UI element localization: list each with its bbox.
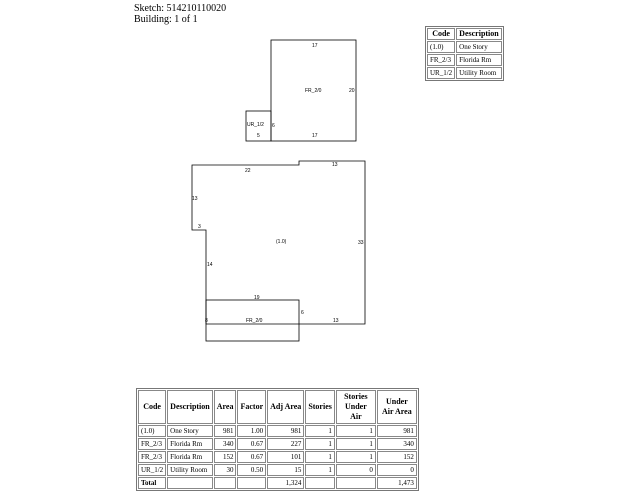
table-cell: 30: [214, 464, 237, 476]
table-row: [427, 41, 502, 53]
table-cell: 0.50: [237, 464, 266, 476]
table-cell: 981: [267, 425, 304, 437]
table-cell: 0: [377, 464, 417, 476]
table-header-row: [427, 28, 502, 40]
table-cell: [214, 477, 237, 489]
total-row: [138, 477, 417, 489]
table-cell: 981: [377, 425, 417, 437]
table-row: [427, 67, 502, 79]
table-cell: 152: [377, 451, 417, 463]
dim-label: 33: [358, 240, 364, 246]
column-header: Area: [214, 390, 237, 424]
table-row: [138, 464, 417, 476]
table-cell: 227: [267, 438, 304, 450]
column-header: Under Air Area: [377, 390, 417, 424]
main-area-label: (1.0): [276, 239, 287, 245]
column-header: Factor: [237, 390, 266, 424]
table-cell: 152: [214, 451, 237, 463]
table-cell: (1.0): [427, 41, 455, 53]
table-cell: 1: [305, 464, 335, 476]
table-cell: 1: [336, 451, 376, 463]
column-header: Description: [456, 28, 502, 40]
dim-label: 22: [245, 168, 251, 174]
table-cell: [237, 477, 266, 489]
table-row: [427, 54, 502, 66]
column-header: Code: [427, 28, 455, 40]
florida-room-bottom-label: FR_2/0: [246, 318, 263, 324]
table-cell: 1: [336, 438, 376, 450]
table-cell: [305, 477, 335, 489]
table-cell: 340: [214, 438, 237, 450]
dim-label: 14: [207, 262, 213, 268]
dim-label: 13: [192, 196, 198, 202]
table-cell: 0.67: [237, 438, 266, 450]
column-header: Adj Area: [267, 390, 304, 424]
table-cell: 15: [267, 464, 304, 476]
sketch-id-label: Sketch: 514210110020: [134, 3, 227, 14]
table-cell: Florida Rm: [167, 438, 213, 450]
table-cell: One Story: [456, 41, 502, 53]
column-header: Description: [167, 390, 213, 424]
table-cell: 340: [377, 438, 417, 450]
table-cell: 1: [305, 438, 335, 450]
dim-label: 8: [205, 318, 208, 324]
table-cell: 981: [214, 425, 237, 437]
dim-label: 6: [301, 310, 304, 316]
utility-room-label: UR_1/2: [247, 122, 264, 128]
total-label: Total: [138, 477, 166, 489]
table-cell: FR_2/3: [427, 54, 455, 66]
table-row: [138, 451, 417, 463]
table-cell: Florida Rm: [167, 451, 213, 463]
table-row: [138, 425, 417, 437]
table-header-row: [138, 390, 417, 424]
dim-label: 5: [257, 133, 260, 139]
dim-label: 20: [349, 88, 355, 94]
table-cell: 0.67: [237, 451, 266, 463]
building-label: Building: 1 of 1: [134, 14, 198, 25]
dim-label: 3: [198, 224, 201, 230]
table-cell: Utility Room: [456, 67, 502, 79]
florida-room-top-label: FR_2/0: [305, 88, 322, 94]
table-cell: UR_1/2: [138, 464, 166, 476]
table-cell: 101: [267, 451, 304, 463]
total-adj-area: 1,324: [267, 477, 304, 489]
dim-label: 13: [332, 162, 338, 168]
table-cell: Utility Room: [167, 464, 213, 476]
table-cell: 1: [305, 425, 335, 437]
table-cell: 1.00: [237, 425, 266, 437]
code-legend-table: [425, 26, 504, 81]
table-cell: Florida Rm: [456, 54, 502, 66]
table-cell: 0: [336, 464, 376, 476]
column-header: Stories: [305, 390, 335, 424]
table-cell: UR_1/2: [427, 67, 455, 79]
column-header: Stories Under Air: [336, 390, 376, 424]
dim-label: 6: [272, 123, 275, 129]
column-header: Code: [138, 390, 166, 424]
total-under-air-area: 1,473: [377, 477, 417, 489]
dim-label: 17: [312, 43, 318, 49]
table-cell: One Story: [167, 425, 213, 437]
table-row: [138, 438, 417, 450]
table-cell: 1: [336, 425, 376, 437]
dim-label: 17: [312, 133, 318, 139]
dim-label: 19: [254, 295, 260, 301]
table-cell: [167, 477, 213, 489]
table-cell: 1: [305, 451, 335, 463]
table-cell: [336, 477, 376, 489]
table-cell: (1.0): [138, 425, 166, 437]
table-cell: FR_2/3: [138, 451, 166, 463]
area-summary-table: [136, 388, 419, 491]
table-cell: FR_2/3: [138, 438, 166, 450]
dim-label: 13: [333, 318, 339, 324]
